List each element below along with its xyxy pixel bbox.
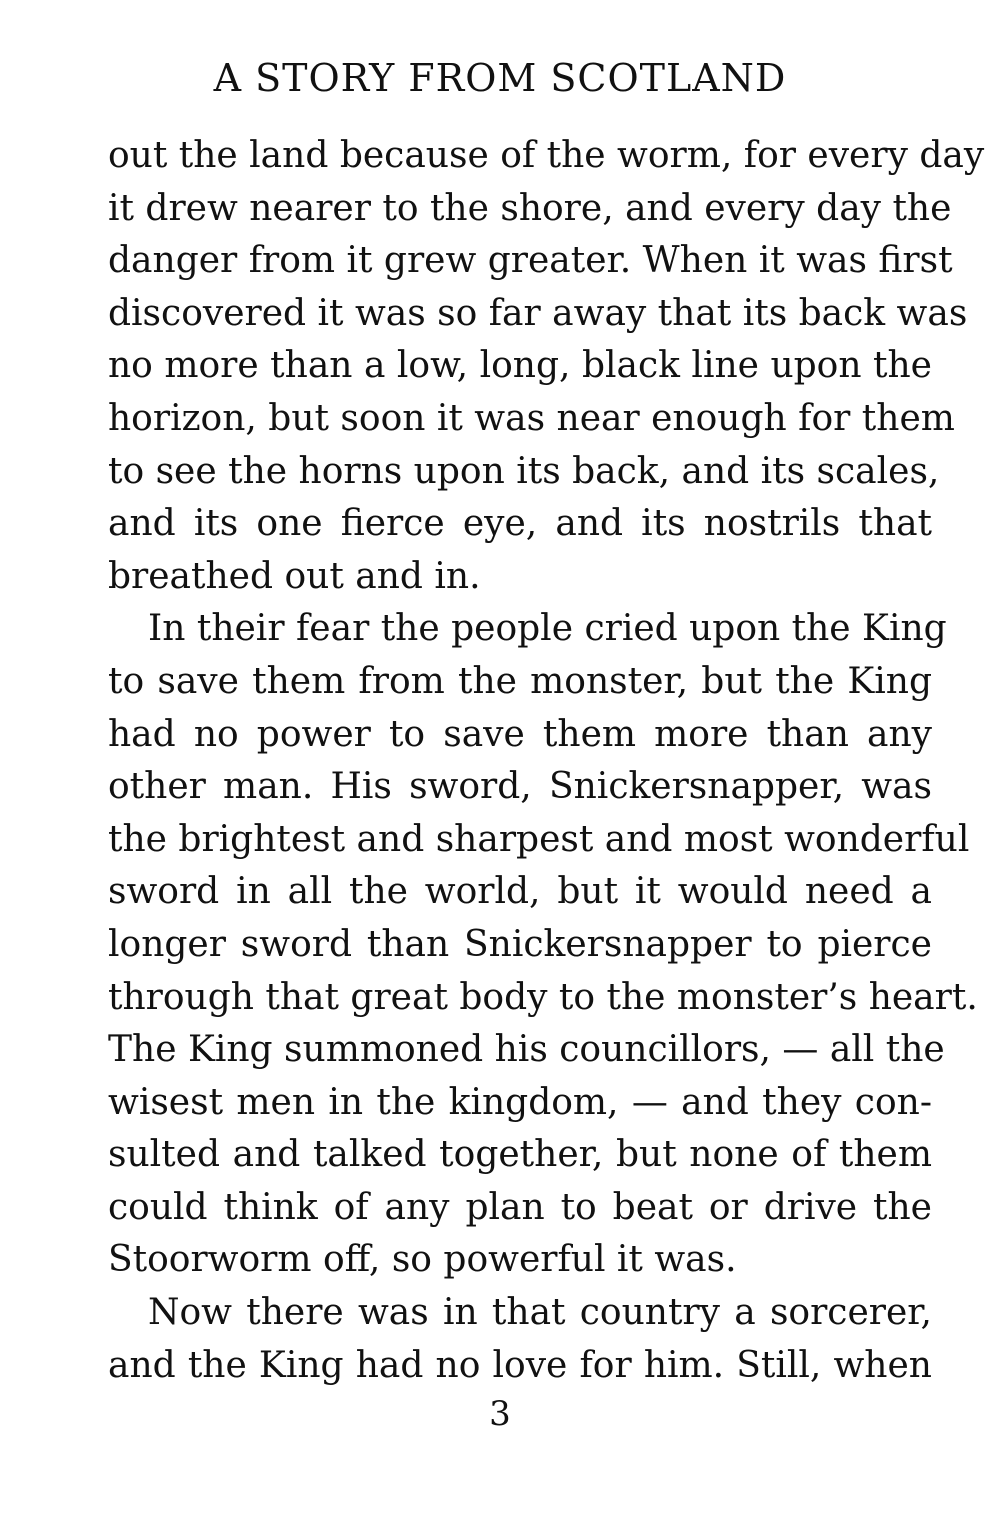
text-line: could think of any plan to beat or drive the (108, 1186, 932, 1228)
text-line: sulted and talked together, but none of them (108, 1134, 932, 1176)
text-line: horizon, but soon it was near enough for them (108, 397, 955, 439)
text-line: out the land because of the worm, for every day (108, 135, 985, 176)
text-line: The King summoned his councillors, — all the (108, 1029, 945, 1071)
paragraph-start-line: In their fear the people cried upon the King (148, 608, 947, 650)
paragraph-end-line: Stoorworm off, so powerful it was. (108, 1239, 737, 1281)
text-line: and the King had no love for him. Still, when (108, 1344, 932, 1386)
text-line: sword in all the world, but it would need a (108, 871, 932, 913)
text-line: the brightest and sharpest and most wonderful (108, 818, 970, 860)
text-line: discovered it was so far away that its back was (108, 292, 968, 334)
paragraph-end-line: breathed out and in. (108, 555, 481, 597)
text-line: no more than a low, long, black line upon the (108, 345, 932, 387)
text-line: wisest men in the kingdom, — and they con- (108, 1081, 932, 1123)
paragraph-start-line: Now there was in that country a sorcerer, (148, 1292, 932, 1334)
text-line: had no power to save them more than any (108, 713, 932, 755)
text-line: other man. His sword, Snickersnapper, was (108, 766, 932, 808)
text-line: and its one fierce eye, and its nostrils that (108, 503, 932, 545)
text-line: through that great body to the monster’s heart. (108, 976, 978, 1018)
text-line: to save them from the monster, but the King (108, 660, 932, 702)
body-text (108, 130, 985, 1392)
running-title: A STORY FROM SCOTLAND (213, 56, 787, 100)
text-line: it drew nearer to the shore, and every day the (108, 187, 952, 229)
text-line: longer sword than Snickersnapper to pierce (108, 923, 932, 965)
text-line: danger from it grew greater. When it was first (108, 240, 953, 282)
text-line: to see the horns upon its back, and its scales, (108, 450, 940, 492)
page-number: 3 (489, 1394, 511, 1434)
